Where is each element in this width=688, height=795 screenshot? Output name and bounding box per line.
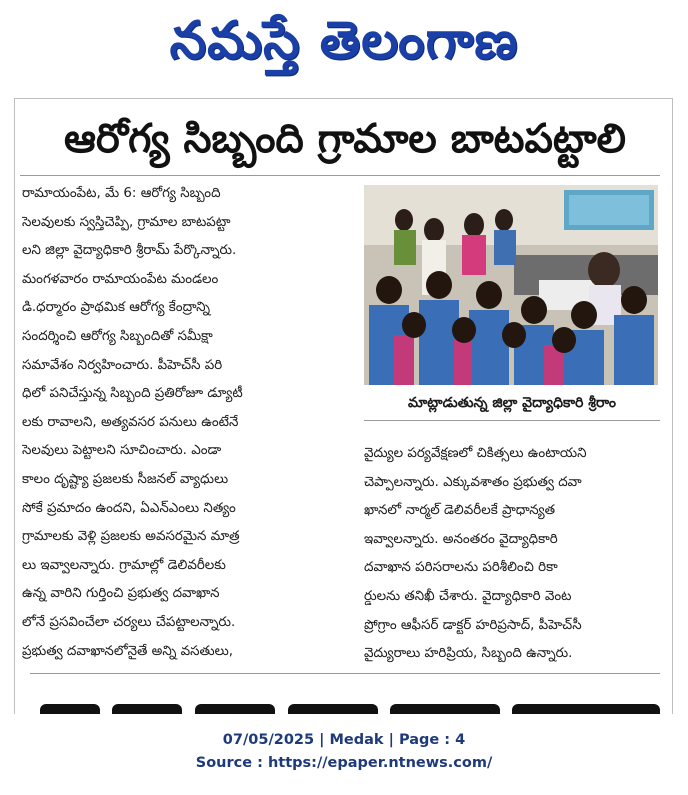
- body-line: కాలం దృష్ట్యా ప్రజలకు సీజనల్ వ్యాధులు: [22, 471, 229, 487]
- footer-source-link[interactable]: Source : https://epaper.ntnews.com/: [195, 755, 493, 771]
- body-line: సమావేశం నిర్వహించారు. పీహెచ్‌సీ పరి: [22, 357, 223, 373]
- body-line: ధిలో పనిచేస్తున్న సిబ్బంది ప్రతిరోజూ డ్యూటీ: [22, 386, 243, 402]
- article-end-divider: [30, 673, 660, 674]
- body-line: సందర్శించి ఆరోగ్య సిబ్బందితో సమీక్షా: [22, 328, 213, 344]
- body-line: గ్రామాలకు వెళ్లి ప్రజలకు అవసరమైన మాత్ర: [22, 529, 240, 545]
- article-headline: ఆరోగ్య సిబ్బంది గ్రామాల బాటపట్టాలి: [64, 116, 626, 162]
- body-line: వైద్యుల పర్యవేక్షణలో చికిత్సలు ఉంటాయని: [364, 446, 587, 461]
- photo-illustration: [364, 185, 658, 385]
- body-line: ఇవ్వాలన్నారు. అనంతరం వైద్యాధికారి: [364, 531, 558, 547]
- page-frame-right: [672, 98, 673, 714]
- body-line: లోనే ప్రసవించేలా చర్యలు చేపట్టాలన్నారు.: [22, 614, 236, 630]
- page-frame-left: [14, 98, 15, 714]
- body-line: ప్రభుత్వ దవాఖానలోనైతే అన్ని వసతులు,: [22, 643, 233, 659]
- masthead: [0, 0, 688, 88]
- article-left-column: [22, 180, 354, 666]
- body-line: ర్డులను తనిఖీ చేశారు. వైద్యాధికారి వెంట: [364, 588, 572, 604]
- body-line: దవాఖాన పరిసరాలను పరిశీలించి రికా: [364, 560, 558, 576]
- headline-divider: [20, 175, 660, 176]
- body-line: సోకే ప్రమాదం ఉందని, ఏఎన్ఎంలు నిత్యం: [22, 500, 236, 516]
- footer: [0, 728, 688, 774]
- article-right-column: [364, 440, 660, 669]
- caption-divider: [364, 420, 660, 421]
- body-line: వైద్యురాలు హరిప్రియ, సిబ్బంది ఉన్నారు.: [364, 646, 573, 662]
- next-article-headline-clipped: [40, 700, 660, 714]
- body-line: లని జిల్లా వైద్యాధికారి శ్రీరామ్ పేర్కొన్నారు.: [22, 243, 237, 259]
- body-line: సెలవులు పెట్టాలని సూచించారు. ఎండా: [22, 443, 222, 459]
- photo-caption: మాట్లాడుతున్న జిల్లా వైద్యాధికారి శ్రీరాం: [407, 395, 617, 411]
- body-line: ప్రోగ్రాం ఆఫీసర్ డాక్టర్ హరిప్రసాద్, పీహెచ్‌సీ: [364, 617, 582, 633]
- body-line: రామాయంపేట, మే 6: ఆరోగ్య సిబ్బంది: [22, 186, 221, 201]
- body-line: చెప్పాలన్నారు. ఎక్కువశాతం ప్రభుత్వ దవా: [364, 474, 582, 490]
- footer-edition-info: 07/05/2025 | Medak | Page : 4: [222, 732, 466, 748]
- body-line: ఉన్న వారిని గుర్తించి ప్రభుత్వ దవాఖాన: [22, 586, 220, 602]
- article-photo: [364, 185, 658, 385]
- body-line: సెలవులకు స్వస్తిచెప్పి, గ్రామాల బాటపట్టా: [22, 214, 231, 230]
- body-line: లకు రావాలని, అత్యవసర పనులు ఉంటేనే: [22, 414, 239, 430]
- body-line: లు ఇవ్వాలన్నారు. గ్రామాల్లో డెలివరీలకు: [22, 557, 226, 573]
- body-line: డి.ధర్మారం ప్రాథమిక ఆరోగ్య కేంద్రాన్ని: [22, 300, 211, 316]
- body-line: మంగళవారం రామాయంపేట మండలం: [22, 271, 219, 287]
- page-frame-top: [14, 98, 673, 99]
- body-line: ఖానలో నార్మల్ డెలివరీలకే ప్రాధాన్యత: [364, 503, 556, 519]
- masthead-logo: నమస్తే తెలంగాణ: [169, 11, 519, 71]
